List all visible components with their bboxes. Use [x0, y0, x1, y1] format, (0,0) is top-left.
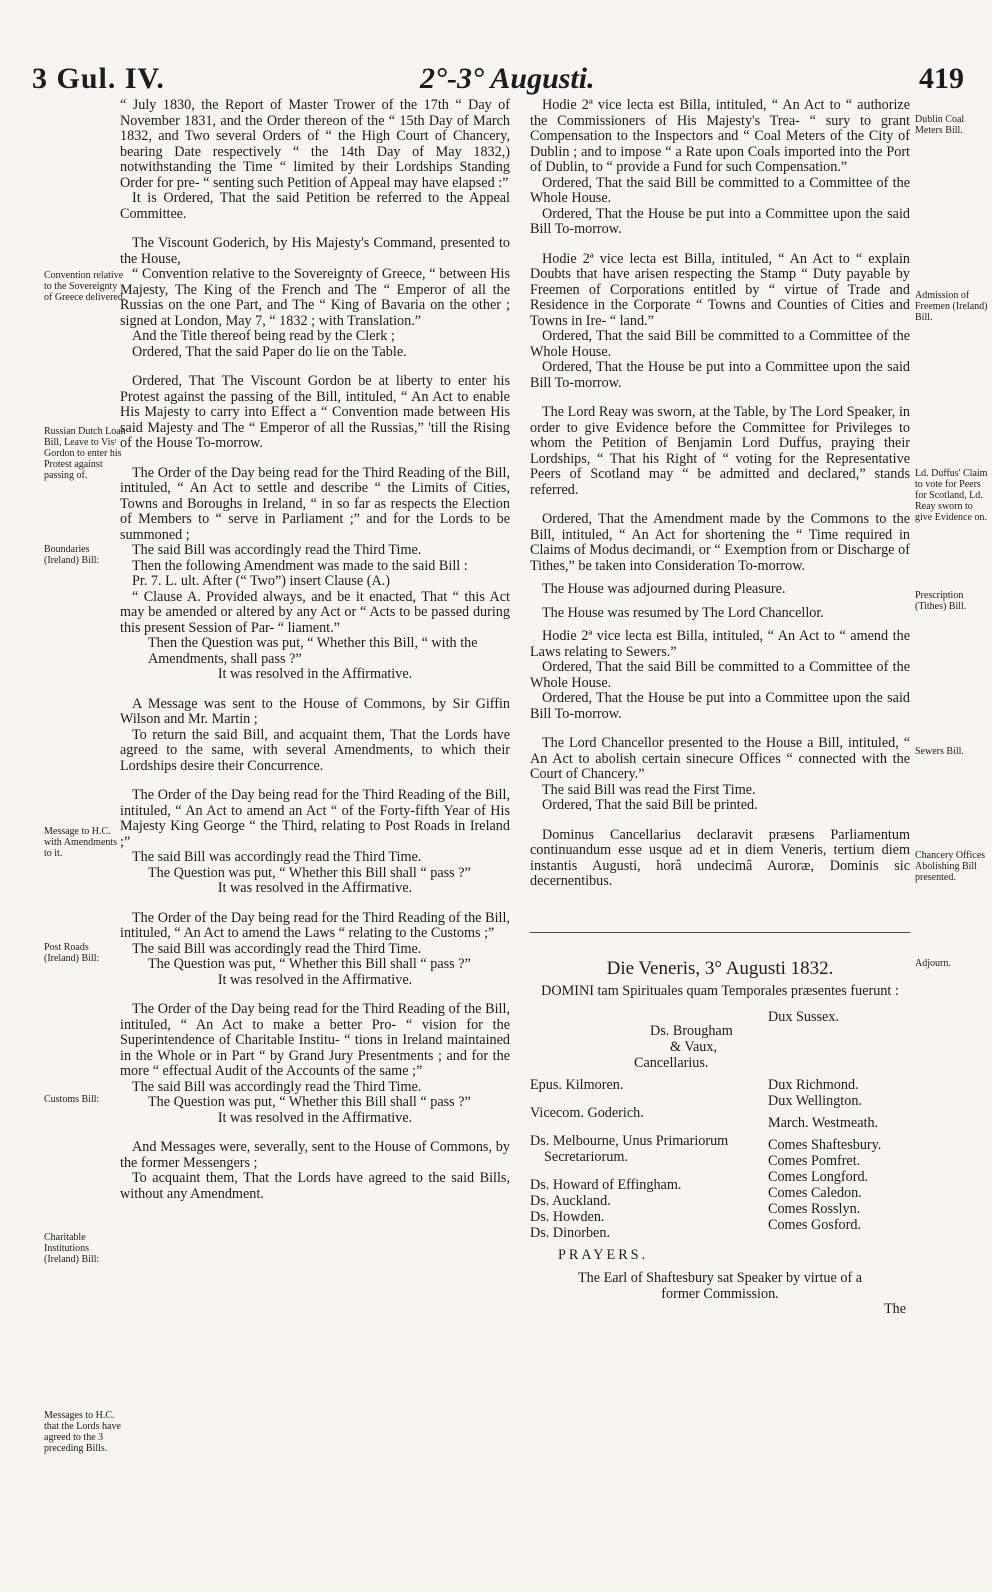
dublin-bill-commit: Ordered, That the said Bill be committed to a Committee of the Whole House.	[530, 174, 910, 206]
margin-note-boundaries: Boundaries (Ireland) Bill:	[44, 544, 100, 566]
lord-name: March. Westmeath.	[768, 1114, 879, 1131]
prescription-order: Ordered, That the Amendment made by the Commons to the Bill, intituled, “ An Act for shortening the “ Time required in Claims of Modus decimandi, or “ Exemption from or Discharge of Tithes,” be taken into Consideration To-morrow.	[530, 511, 910, 574]
margin-note-dublin: Dublin Coal Meters Bill.	[915, 114, 965, 136]
freemen-bill-committee: Ordered, That the House be put into a Committee upon the said Bill To-morrow.	[530, 359, 910, 391]
lord-name: Dux Wellington.	[768, 1092, 862, 1109]
appeal-text: “ July 1830, the Report of Master Trower of the 17th “ Day of November 1831, and the Order thereon of the “ 15th Day of March 1832, and Two several Orders of “ the High Court of Chancery, bearing Date respectively “ the 14th Day of May 1832,) notwithstanding the Time “ limited by their Lordships Standing Order for pre- “ senting such Petition of Appeal may have elapsed :”	[120, 97, 510, 191]
right-column	[530, 98, 910, 1318]
margin-note-duffus: Ld. Duffus' Claim to vote for Peers for Scotland, Ld. Reay sworn to give Evidence on.	[915, 468, 988, 523]
customs-read: The said Bill was accordingly read the Third Time.	[132, 940, 422, 957]
customs-order: The Order of the Day being read for the Third Reading of the Bill, intituled, “ An Act to amend the Laws “ relating to the Customs ;”	[120, 909, 510, 941]
convention-intro: The Viscount Goderich, by His Majesty's Command, presented to the House,	[120, 235, 510, 267]
adjournment-text: Dominus Cancellarius declaravit præsens Parliamentum continuandum esse usque ad et in diem Veneris, tertium diem instantis Augusti, horâ undecimâ Auroræ, Dominis sic decernentibus.	[530, 826, 910, 889]
charitable-resolved: It was resolved in the Affirmative.	[217, 1109, 413, 1126]
boundaries-clause-a: “ Clause A. Provided always, and be it enacted, That “ this Act may be amended or altered by any Act or “ Acts to be passed during this present Session of Par- “ liament.”	[120, 588, 510, 636]
catchword: The	[883, 1301, 906, 1317]
lord-name: Comes Rosslyn.	[768, 1200, 861, 1217]
lord-name: Cancellarius.	[634, 1054, 709, 1071]
boundaries-question: Then the Question was put, “ Whether this Bill, “ with the Amendments, shall pass ?”	[148, 635, 478, 667]
margin-note-adjourn: Adjourn.	[915, 958, 951, 969]
lord-name: Ds. Dinorben.	[530, 1224, 610, 1241]
sewers-bill-committee: Ordered, That the House be put into a Committee upon the said Bill To-morrow.	[530, 690, 910, 722]
lord-name: Secretariorum.	[544, 1148, 628, 1165]
speaker-note: The Earl of Shaftesbury sat Speaker by virtue of a former Commission.	[577, 1270, 863, 1302]
left-column	[120, 98, 510, 1202]
charitable-order: The Order of the Day being read for the Third Reading of the Bill, intituled, “ An Act to make a better Pro- “ vision for the Superintendence of Charitable Institu- “ tions in Ireland maintained in the Whole or in Part “ by Grand Jury Presentments ; and for the more “ effectual Audit of the Accounts of the same ;”	[120, 1001, 510, 1079]
lord-name: Ds. Howard of Effingham.	[530, 1176, 682, 1193]
convention-order: Ordered, That the said Paper do lie on the Table.	[132, 343, 407, 360]
customs-question: The Question was put, “ Whether this Bill shall “ pass ?”	[148, 956, 471, 972]
margin-note-russian-loan: Russian Dutch Loan Bill, Leave to Visᵗ Gordon to enter his Protest against passing of.	[44, 426, 126, 481]
page-number: 419	[919, 62, 964, 95]
lords-present-list	[530, 1008, 910, 1241]
lord-name: Comes Caledon.	[768, 1184, 862, 1201]
chancery-bill-text: The Lord Chancellor presented to the House a Bill, intituled, “ An Act to abolish certain sinecure Offices “ connected with the Court of Chancery.”	[530, 735, 910, 782]
lord-name: Epus. Kilmoren.	[530, 1076, 624, 1093]
freemen-bill-text: Hodie 2ª vice lecta est Billa, intituled, “ An Act to “ explain Doubts that have arisen respecting the Stamp “ Duty payable by Freemen of Corporations entitled by “ virtue of Trade and Residence in the Corporate “ Towns and Counties of Cities and Towns in Ire- “ land.”	[530, 250, 910, 329]
messages-acquaint: To acquaint them, That the Lords have agreed to the said Bills, without any Amendment.	[120, 1170, 510, 1202]
page-header	[0, 62, 992, 96]
margin-note-message: Message to H.C. with Amendments to it.	[44, 826, 118, 859]
margin-note-convention: Convention relative to the Sovereignty of Greece delivered.	[44, 270, 126, 303]
prayers-heading: PRAYERS.	[558, 1246, 649, 1263]
messages-text: And Messages were, severally, sent to the House of Commons, by the former Messengers ;	[120, 1139, 510, 1171]
boundaries-order: The Order of the Day being read for the Third Reading of the Bill, intituled, “ An Act to settle and describe “ the Limits of Cities, Towns and Boroughs in Ireland, “ in so far as respects the Election of Members to “ serve in Parliament ;” and for the Lords to be summoned ;	[120, 464, 510, 543]
house-adjourned: The House was adjourned during Pleasure.	[542, 581, 786, 597]
charitable-read: The said Bill was accordingly read the Third Time.	[132, 1078, 422, 1095]
sewers-bill-commit: Ordered, That the said Bill be committed to a Committee of the Whole House.	[530, 659, 910, 691]
appeal-order: It is Ordered, That the said Petition be referred to the Appeal Committee.	[120, 190, 510, 222]
lord-name: Vicecom. Goderich.	[530, 1104, 644, 1121]
domini-present: DOMINI tam Spirituales quam Temporales præsentes fuerunt :	[541, 983, 899, 999]
house-resumed: The House was resumed by The Lord Chancellor.	[542, 604, 824, 621]
sewers-bill-text: Hodie 2ª vice lecta est Billa, intituled, “ An Act to “ amend the Laws relating to Sewers.”	[530, 628, 910, 660]
lord-name: Ds. Melbourne, Unus Primariorum	[530, 1132, 729, 1149]
dublin-bill-committee: Ordered, That the House be put into a Committee upon the said Bill To-morrow.	[530, 205, 910, 237]
chancery-bill-read: The said Bill was read the First Time.	[542, 781, 756, 798]
charitable-question: The Question was put, “ Whether this Bill shall “ pass ?”	[148, 1094, 471, 1110]
lord-name: Comes Pomfret.	[768, 1152, 861, 1169]
date-heading: 2°-3° Augusti.	[420, 62, 595, 95]
lord-name: & Vaux,	[670, 1038, 718, 1055]
margin-note-prescription: Prescription (Tithes) Bill.	[915, 590, 967, 612]
lord-name: Comes Shaftesbury.	[768, 1136, 882, 1153]
margin-note-post-roads: Post Roads (Ireland) Bill:	[44, 942, 100, 964]
boundaries-amendment: Then the following Amendment was made to the said Bill :	[132, 557, 468, 574]
dublin-bill-text: Hodie 2ª vice lecta est Billa, intituled, “ An Act to “ authorize the Commissioners of His Majesty's Trea- “ sury to grant Compensation to the Inspectors and “ Coal Meters of the City of Dublin ; and to impose “ a Rate upon Coals imported into the Port of Dublin, to “ provide a Fund for such Compensation.”	[530, 97, 910, 175]
post-roads-resolved: It was resolved in the Affirmative.	[217, 880, 413, 896]
lord-name: Ds. Howden.	[530, 1208, 605, 1225]
freemen-bill-commit: Ordered, That the said Bill be committed to a Committee of the Whole House.	[530, 328, 910, 360]
margin-note-sewers: Sewers Bill.	[915, 746, 964, 757]
margin-note-chancery: Chancery Offices Abolishing Bill presented.	[915, 850, 986, 883]
boundaries-resolved: It was resolved in the Affirmative.	[217, 666, 413, 682]
margin-note-charitable: Charitable Institutions (Ireland) Bill:	[44, 1232, 100, 1265]
message-return: To return the said Bill, and acquaint them, That the Lords have agreed to the same, with several Amendments, to which their Lordships desire their Concurrence.	[120, 726, 510, 774]
russian-loan-order: Ordered, That The Viscount Gordon be at liberty to enter his Protest against the passing of the Bill, intituled, “ An Act to enable His Majesty to carry into Effect a “ Convention made between His said Majesty and The “ Emperor of all the Russias,” 'till the Rising of the House To-morrow.	[120, 373, 510, 451]
regnal-year: 3 Gul. IV.	[32, 62, 165, 95]
margin-note-customs: Customs Bill:	[44, 1094, 100, 1105]
lord-name: Ds. Brougham	[650, 1022, 733, 1039]
margin-note-freemen: Admission of Freemen (Ireland) Bill.	[915, 290, 988, 323]
message-text: A Message was sent to the House of Commons, by Sir Giffin Wilson and Mr. Martin ;	[120, 695, 510, 727]
lord-name: Comes Longford.	[768, 1168, 869, 1185]
boundaries-read: The said Bill was accordingly read the Third Time.	[132, 542, 422, 558]
lord-name: Dux Sussex.	[768, 1008, 839, 1025]
lord-name: Comes Gosford.	[768, 1216, 862, 1233]
convention-read: And the Title thereof being read by the Clerk ;	[132, 328, 395, 344]
lord-name: Dux Richmond.	[768, 1076, 859, 1093]
boundaries-clause-ref: Pr. 7. L. ult. After (“ Two”) insert Clause (A.)	[132, 573, 391, 589]
margin-note-messages: Messages to H.C. that the Lords have agreed to the 3 preceding Bills.	[44, 1410, 121, 1454]
post-roads-order: The Order of the Day being read for the Third Reading of the Bill, intituled, “ An Act to amend an Act “ of the Forty-fifth Year of His Majesty King George “ the Third, relating to Post Roads in Ireland ;”	[120, 787, 510, 850]
lord-name: Ds. Auckland.	[530, 1192, 611, 1209]
reay-sworn: The Lord Reay was sworn, at the Table, by The Lord Speaker, in order to give Evidence before the Committee for Privileges to whom the Petition of Benjamin Lord Duffus, praying their Lordships, “ That his Right of “ voting for the Representative Peers of Scotland may “ be admitted and declared,” stands referred.	[530, 404, 910, 498]
post-roads-read: The said Bill was accordingly read the Third Time.	[132, 849, 422, 865]
post-roads-question: The Question was put, “ Whether this Bill shall “ pass ?”	[148, 864, 471, 881]
day-title: Die Veneris, 3° Augusti 1832.	[606, 957, 834, 979]
convention-title: “ Convention relative to the Sovereignty of Greece, “ between His Majesty, The King of the French and The “ Emperor of all the Russias on the one Part, and The “ King of Bavaria on the other ; signed at London, May 7, “ 1832 ; with Translation.”	[120, 266, 510, 329]
customs-resolved: It was resolved in the Affirmative.	[217, 971, 413, 988]
chancery-bill-printed: Ordered, That the said Bill be printed.	[542, 797, 758, 813]
